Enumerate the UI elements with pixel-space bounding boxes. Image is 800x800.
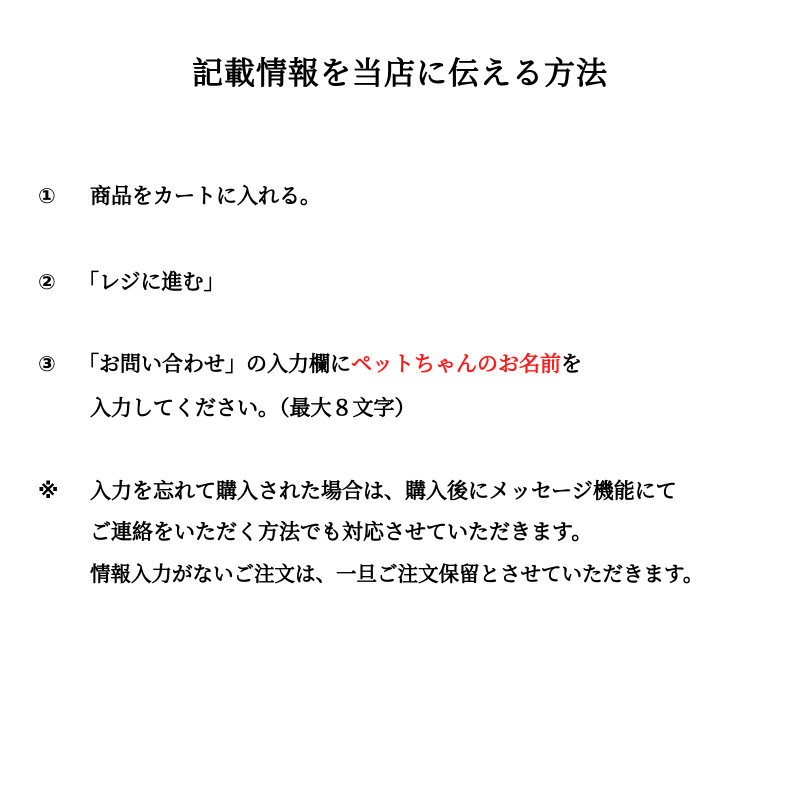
step-1-marker: ① [38,184,56,208]
note-line-2: ご連絡をいただく方法でも対応させていただきます。 [90,520,593,544]
step-2-text: 「レジに進む」 [78,270,225,294]
page-title: 記載情報を当店に伝える方法 [192,56,608,92]
step-3-line-2: 入力してください。（最大８文字） [90,396,416,420]
step-3-marker: ③ [38,352,56,376]
step-1-text: 商品をカートに入れる。 [90,184,321,208]
step-3-line-1-before: 「お問い合わせ」の入力欄に [78,352,351,376]
pet-name-highlight: ペットちゃんのお名前 [351,352,561,376]
note-line-1: 入力を忘れて購入された場合は、購入後にメッセージ機能にて [90,479,677,503]
note-line-3: 情報入力がないご注文は、一旦ご注文保留とさせていただきます。 [90,562,704,586]
step-2-marker: ② [38,270,56,294]
step-3-line-1-after: を [561,352,582,376]
step-3-line-1 [78,350,582,378]
note-marker: ※ [38,479,59,503]
